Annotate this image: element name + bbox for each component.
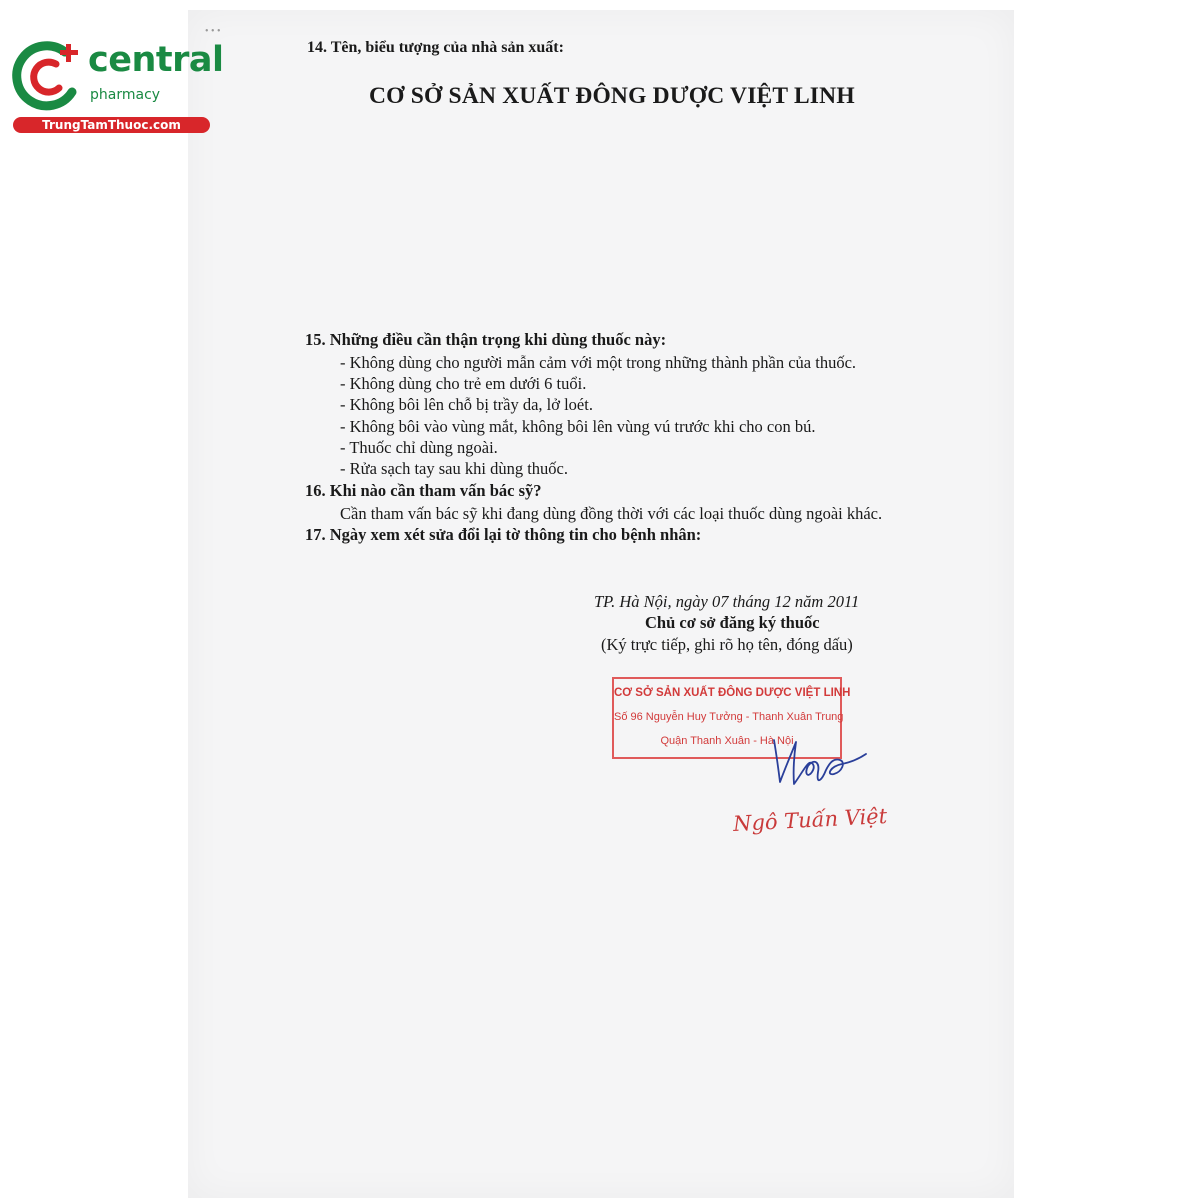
precaution-item: - Không bôi vào vùng mắt, không bôi lên vùng vú trước khi cho con bú. (340, 417, 816, 436)
logo-site-badge: TrungTamThuoc.com (13, 117, 210, 133)
stamp-line-2: Số 96 Nguyễn Huy Tưởng - Thanh Xuân Trung (614, 711, 844, 723)
stamp-line-1: CƠ SỞ SẢN XUẤT ĐÔNG DƯỢC VIỆT LINH (614, 687, 851, 699)
stamp-line-3: Quận Thanh Xuân - Hà Nội (660, 735, 794, 747)
signer-title: Chủ cơ sở đăng ký thuốc (645, 613, 820, 632)
central-logo-icon (10, 38, 90, 116)
precaution-item: - Không dùng cho người mẫn cảm với một trong những thành phần của thuốc. (340, 353, 857, 372)
signature-note: (Ký trực tiếp, ghi rõ họ tên, đóng dấu) (601, 635, 853, 654)
section-16-heading: 16. Khi nào cần tham vấn bác sỹ? (305, 481, 542, 500)
scan-marks: • • • (205, 26, 221, 37)
central-pharmacy-logo[interactable] (10, 38, 224, 138)
handwritten-signature (760, 732, 870, 802)
place-date: TP. Hà Nội, ngày 07 tháng 12 năm 2011 (594, 592, 860, 611)
precaution-item: - Không bôi lên chỗ bị trầy da, lở loét. (340, 395, 593, 414)
section-17-heading: 17. Ngày xem xét sửa đổi lại tờ thông tin cho bệnh nhân: (305, 525, 702, 544)
precaution-item: - Rửa sạch tay sau khi dùng thuốc. (340, 459, 568, 478)
section-16-body: Cần tham vấn bác sỹ khi đang dùng đồng thời với các loại thuốc dùng ngoài khác. (340, 504, 883, 523)
logo-brand-text: central (88, 40, 224, 80)
logo-sub-text: pharmacy (90, 87, 161, 103)
precaution-item: - Thuốc chỉ dùng ngoài. (340, 438, 498, 457)
precaution-item: - Không dùng cho trẻ em dưới 6 tuổi. (340, 374, 587, 393)
signer-name: Ngô Tuấn Việt (732, 803, 888, 837)
section-15-heading: 15. Những điều cần thận trọng khi dùng thuốc này: (305, 330, 667, 349)
manufacturer-name: CƠ SỞ SẢN XUẤT ĐÔNG DƯỢC VIỆT LINH (369, 83, 855, 109)
section-14-heading: 14. Tên, biểu tượng của nhà sản xuất: (307, 39, 564, 56)
